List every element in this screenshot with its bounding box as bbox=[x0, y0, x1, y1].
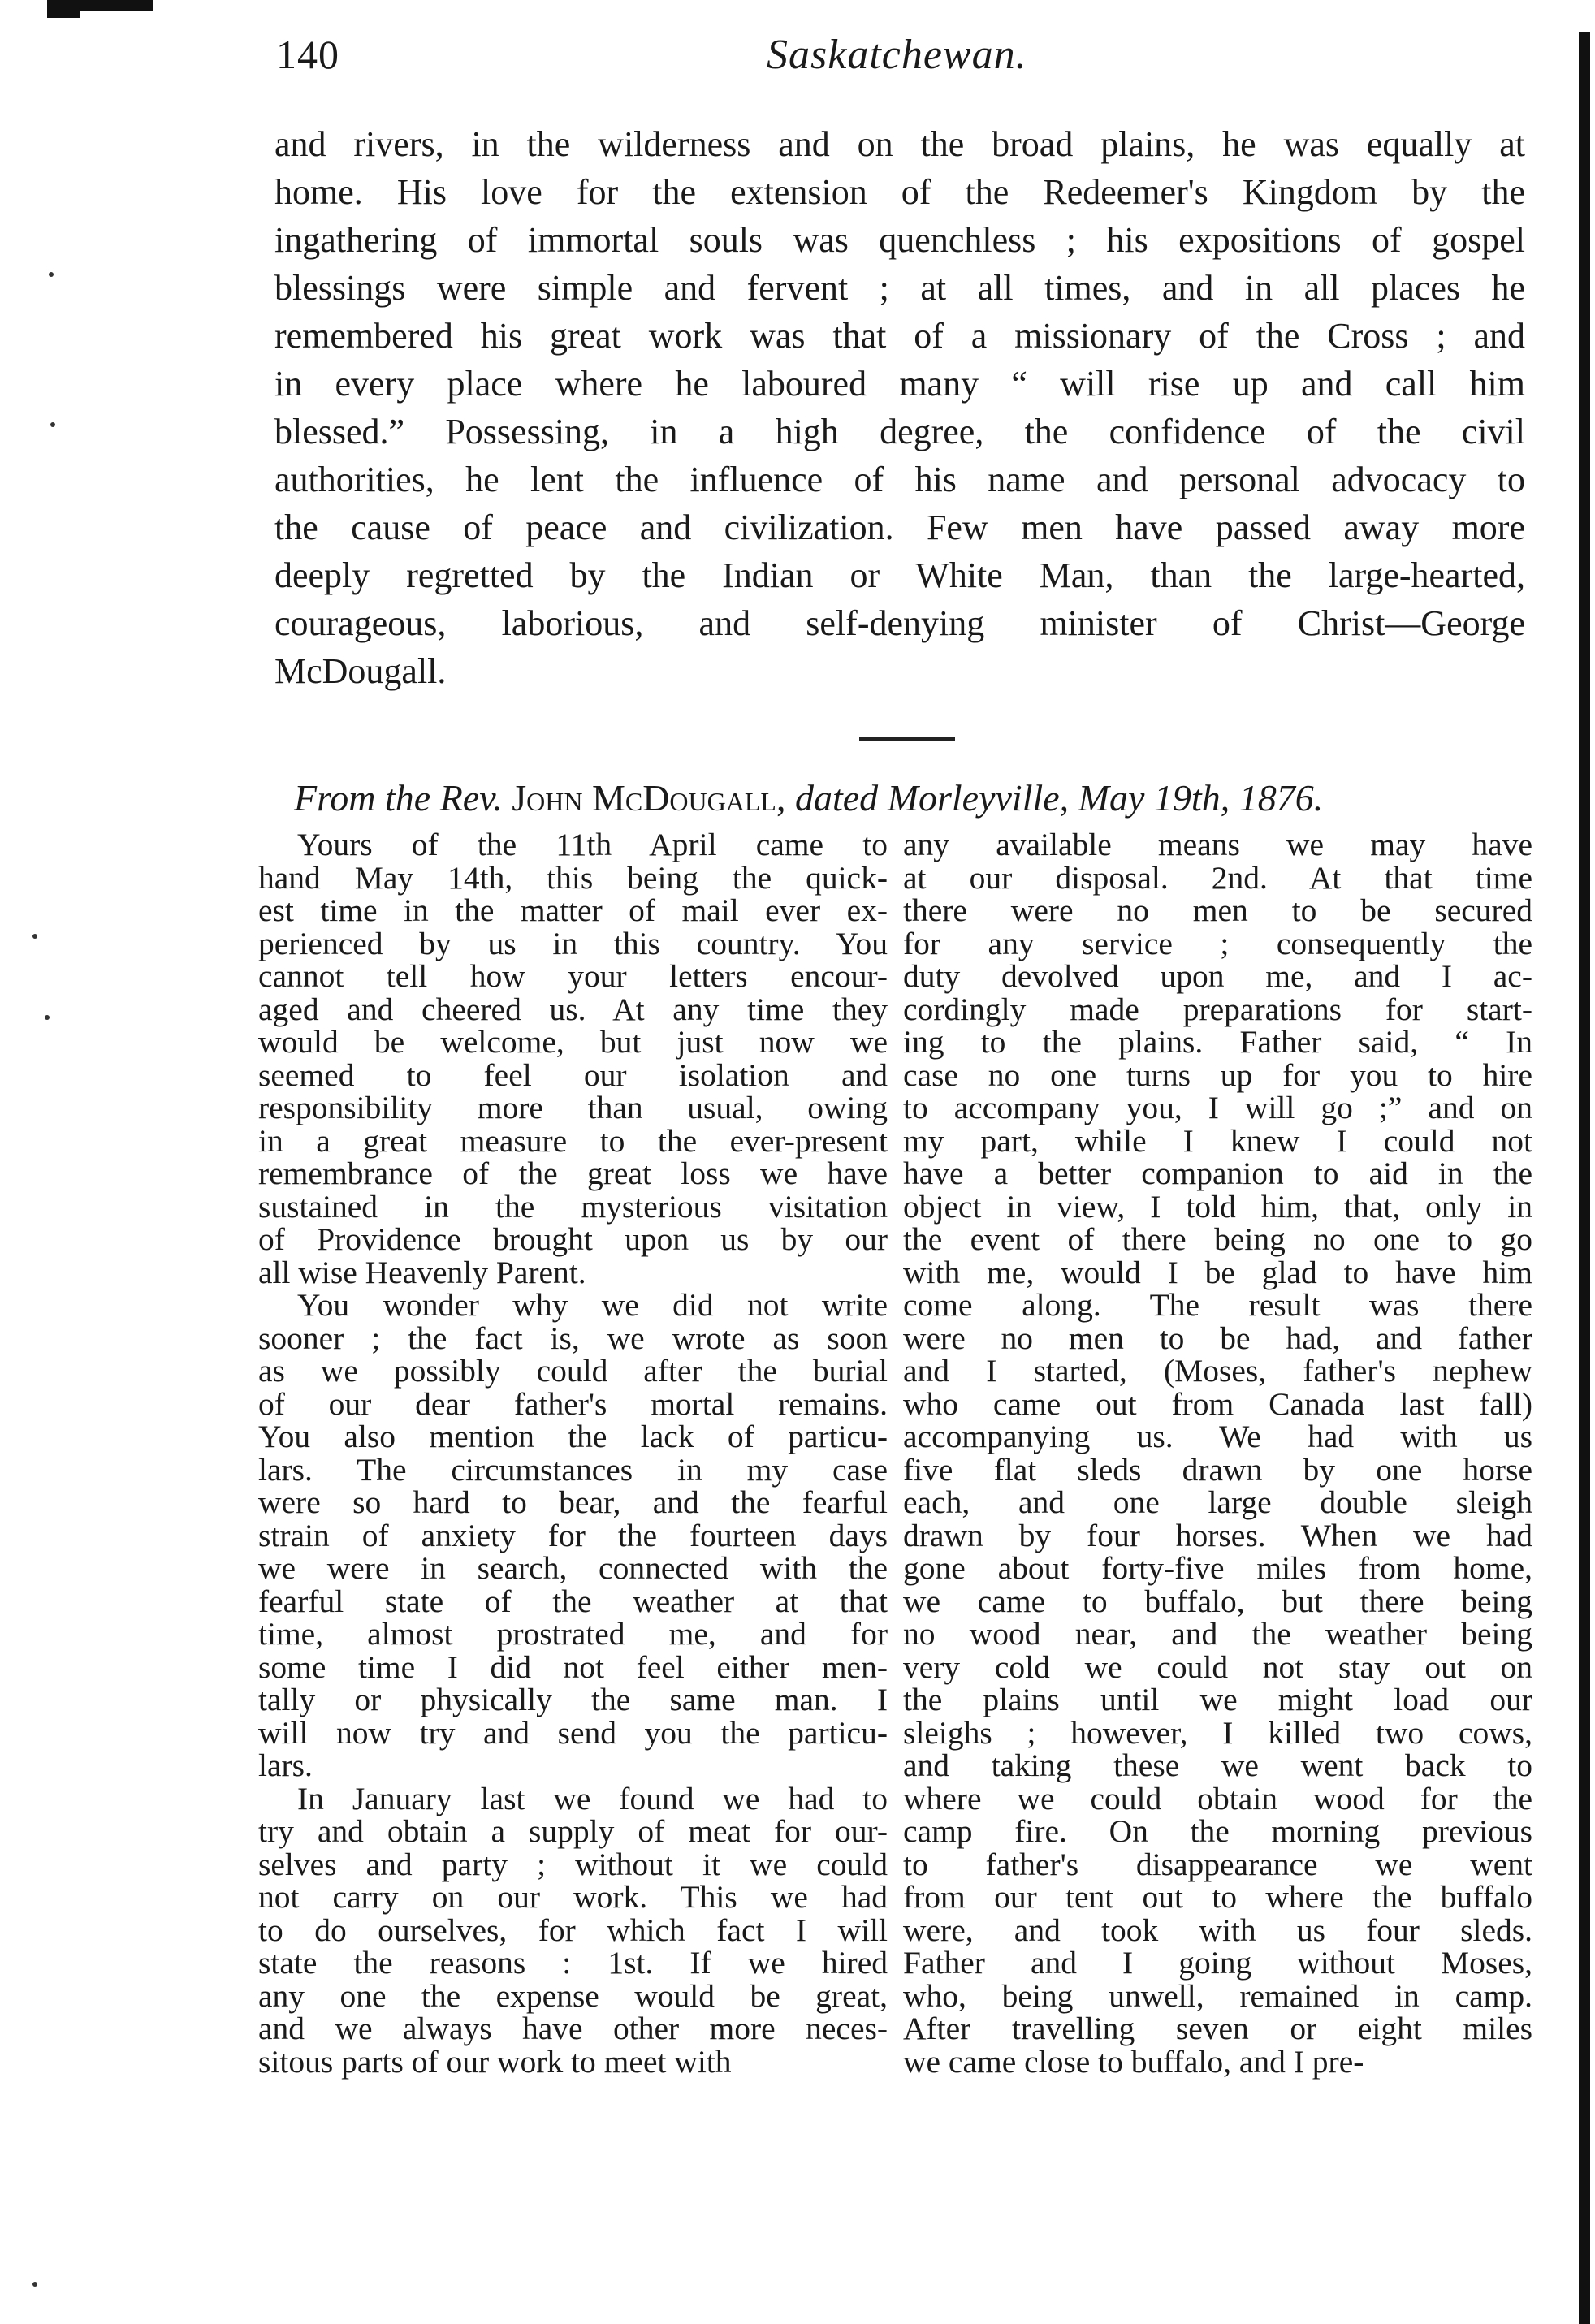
text-line: Yours of the 11th April came to bbox=[297, 827, 888, 862]
section-separator bbox=[859, 737, 955, 741]
text-line: remembrance of the great loss we have bbox=[258, 1156, 888, 1191]
text-line: sleighs ; however, I killed two cows, bbox=[903, 1714, 1532, 1751]
text-line: some time I did not feel either men- bbox=[258, 1648, 888, 1685]
text-line: sitous parts of our work to meet with bbox=[258, 2043, 732, 2080]
text-line: all wise Heavenly Parent. bbox=[258, 1254, 586, 1290]
page-edge-shadow bbox=[1579, 32, 1590, 2324]
text-line: were, and took with us four sleds. bbox=[903, 1911, 1532, 1948]
text-line: who, being unwell, remained in camp. bbox=[903, 1977, 1532, 2014]
text-line: in a great measure to the ever-present bbox=[258, 1122, 888, 1159]
text-line: object in view, I told him, that, only in bbox=[903, 1188, 1532, 1225]
text-line: very cold we could not stay out on bbox=[903, 1648, 1532, 1685]
text-line: strain of anxiety for the fourteen days bbox=[258, 1517, 888, 1553]
text-line: tally or physically the same man. I bbox=[258, 1682, 888, 1717]
text-line: in every place where he laboured many “ will rise up and call him bbox=[274, 364, 1525, 404]
dateline-dated: dated Morleyville, May 19th, 1876. bbox=[794, 777, 1324, 819]
text-line: my part, while I knew I could not bbox=[903, 1122, 1532, 1159]
text-line: duty devolved upon me, and I ac- bbox=[903, 958, 1532, 994]
text-line: each, and one large double sleigh bbox=[903, 1484, 1532, 1520]
text-line: for any service ; consequently the bbox=[903, 925, 1532, 961]
text-line: home. His love for the extension of the Redeemer's Kingdom by the bbox=[274, 172, 1525, 212]
text-line: where we could obtain wood for the bbox=[903, 1780, 1532, 1816]
text-line: ing to the plains. Father said, “ In bbox=[903, 1024, 1532, 1060]
text-line: lars. bbox=[258, 1747, 313, 1783]
dateline-from: From the Rev. bbox=[294, 777, 503, 819]
text-line: perienced by us in this country. You bbox=[258, 925, 888, 961]
text-line: we were in search, connected with the bbox=[258, 1550, 888, 1586]
text-line: and we always have other more neces- bbox=[258, 2011, 888, 2046]
text-line: After travelling seven or eight miles bbox=[903, 2011, 1532, 2046]
text-line: we came close to buffalo, and I pre- bbox=[903, 2043, 1364, 2080]
text-line: seemed to feel our isolation and bbox=[258, 1056, 888, 1093]
text-line: est time in the matter of mail ever ex- bbox=[258, 892, 888, 928]
text-line: and I started, (Moses, father's nephew bbox=[903, 1353, 1532, 1389]
text-line: aged and cheered us. At any time they bbox=[258, 991, 888, 1027]
text-line: state the reasons : 1st. If we hired bbox=[258, 1945, 888, 1981]
text-line: hand May 14th, this being the quick- bbox=[258, 859, 888, 896]
text-line: remembered his great work was that of a missionary of the Cross ; and bbox=[274, 316, 1525, 356]
text-line: blessed.” Possessing, in a high degree, the confidence of the civil bbox=[274, 412, 1525, 451]
text-line: drawn by four horses. When we had bbox=[903, 1517, 1532, 1553]
text-line: any available means we may have bbox=[903, 827, 1532, 862]
text-line: of our dear father's mortal remains. bbox=[258, 1385, 888, 1422]
text-line: the event of there being no one to go bbox=[903, 1221, 1532, 1257]
text-line: try and obtain a supply of meat for our- bbox=[258, 1813, 888, 1849]
text-line: Father and I going without Moses, bbox=[903, 1945, 1532, 1981]
text-line: we came to buffalo, but there being bbox=[903, 1583, 1532, 1619]
text-line: authorities, he lent the influence of his name and personal advocacy to bbox=[274, 460, 1525, 499]
text-line: and taking these we went back to bbox=[903, 1747, 1532, 1783]
text-line: lars. The circumstances in my case bbox=[258, 1451, 888, 1488]
text-line: the plains until we might load our bbox=[903, 1682, 1532, 1717]
text-line: no wood near, and the weather being bbox=[903, 1616, 1532, 1652]
left-column bbox=[258, 828, 888, 2078]
text-line: at our disposal. 2nd. At that time bbox=[903, 859, 1532, 896]
text-line: of Providence brought upon us by our bbox=[258, 1221, 888, 1257]
text-line: time, almost prostrated me, and for bbox=[258, 1616, 888, 1652]
letter-dateline bbox=[294, 776, 1504, 819]
text-line: ingathering of immortal souls was quenchless ; his expositions of gospel bbox=[274, 220, 1525, 260]
scan-artifact bbox=[47, 11, 80, 18]
text-line: You also mention the lack of particu- bbox=[258, 1419, 888, 1454]
text-line: case no one turns up for you to hire bbox=[903, 1056, 1532, 1093]
text-line: to father's disappearance we went bbox=[903, 1846, 1532, 1882]
text-line: fearful state of the weather at that bbox=[258, 1583, 888, 1619]
text-line: courageous, laborious, and self-denying minister of Christ—George bbox=[274, 603, 1525, 643]
text-line: not carry on our work. This we had bbox=[258, 1879, 888, 1915]
text-line: and rivers, in the wilderness and on the broad plains, he was equally at bbox=[274, 124, 1525, 164]
text-line: who came out from Canada last fall) bbox=[903, 1385, 1532, 1422]
top-paragraph bbox=[274, 120, 1525, 695]
text-line: deeply regretted by the Indian or White Man, than the large-hearted, bbox=[274, 555, 1525, 595]
text-line: sustained in the mysterious visitation bbox=[258, 1188, 888, 1225]
page-header bbox=[276, 31, 1527, 88]
text-line: were so hard to bear, and the fearful bbox=[258, 1484, 888, 1520]
margin-speck bbox=[50, 422, 55, 427]
text-line: gone about forty-five miles from home, bbox=[903, 1550, 1532, 1586]
text-line: come along. The result was there bbox=[903, 1287, 1532, 1323]
dateline-name: John McDougall bbox=[512, 777, 776, 819]
text-line: selves and party ; without it we could bbox=[258, 1846, 888, 1882]
text-line: would be welcome, but just now we bbox=[258, 1024, 888, 1060]
text-line: cannot tell how your letters encour- bbox=[258, 958, 888, 994]
running-head: Saskatchewan. bbox=[767, 32, 1027, 78]
scan-artifact bbox=[47, 0, 153, 11]
text-line: from our tent out to where the buffalo bbox=[903, 1879, 1532, 1915]
text-line: McDougall. bbox=[274, 651, 447, 691]
text-line: In January last we found we had to bbox=[297, 1780, 888, 1816]
text-line: any one the expense would be great, bbox=[258, 1977, 888, 2014]
text-line: to accompany you, I will go ;” and on bbox=[903, 1090, 1532, 1125]
text-line: five flat sleds drawn by one horse bbox=[903, 1451, 1532, 1488]
text-line: blessings were simple and fervent ; at all times, and in all places he bbox=[274, 268, 1525, 308]
text-line: were no men to be had, and father bbox=[903, 1320, 1532, 1356]
text-line: You wonder why we did not write bbox=[297, 1287, 888, 1323]
text-line: the cause of peace and civilization. Few men have passed away more bbox=[274, 508, 1525, 547]
margin-speck bbox=[32, 934, 37, 939]
right-column bbox=[903, 828, 1532, 2078]
text-line: camp fire. On the morning previous bbox=[903, 1813, 1532, 1849]
margin-speck bbox=[45, 1015, 50, 1020]
text-line: responsibility more than usual, owing bbox=[258, 1090, 888, 1125]
dateline-comma: , bbox=[776, 777, 786, 819]
margin-speck bbox=[49, 272, 54, 277]
text-line: as we possibly could after the burial bbox=[258, 1353, 888, 1389]
page-number: 140 bbox=[276, 32, 339, 77]
text-line: to do ourselves, for which fact I will bbox=[258, 1911, 888, 1948]
text-line: there were no men to be secured bbox=[903, 892, 1532, 928]
text-line: with me, would I be glad to have him bbox=[903, 1254, 1532, 1290]
text-line: accompanying us. We had with us bbox=[903, 1419, 1532, 1454]
text-line: will now try and send you the particu- bbox=[258, 1714, 888, 1751]
text-line: sooner ; the fact is, we wrote as soon bbox=[258, 1320, 888, 1356]
margin-speck bbox=[32, 2282, 37, 2287]
text-line: have a better companion to aid in the bbox=[903, 1156, 1532, 1191]
text-line: cordingly made preparations for start- bbox=[903, 991, 1532, 1027]
